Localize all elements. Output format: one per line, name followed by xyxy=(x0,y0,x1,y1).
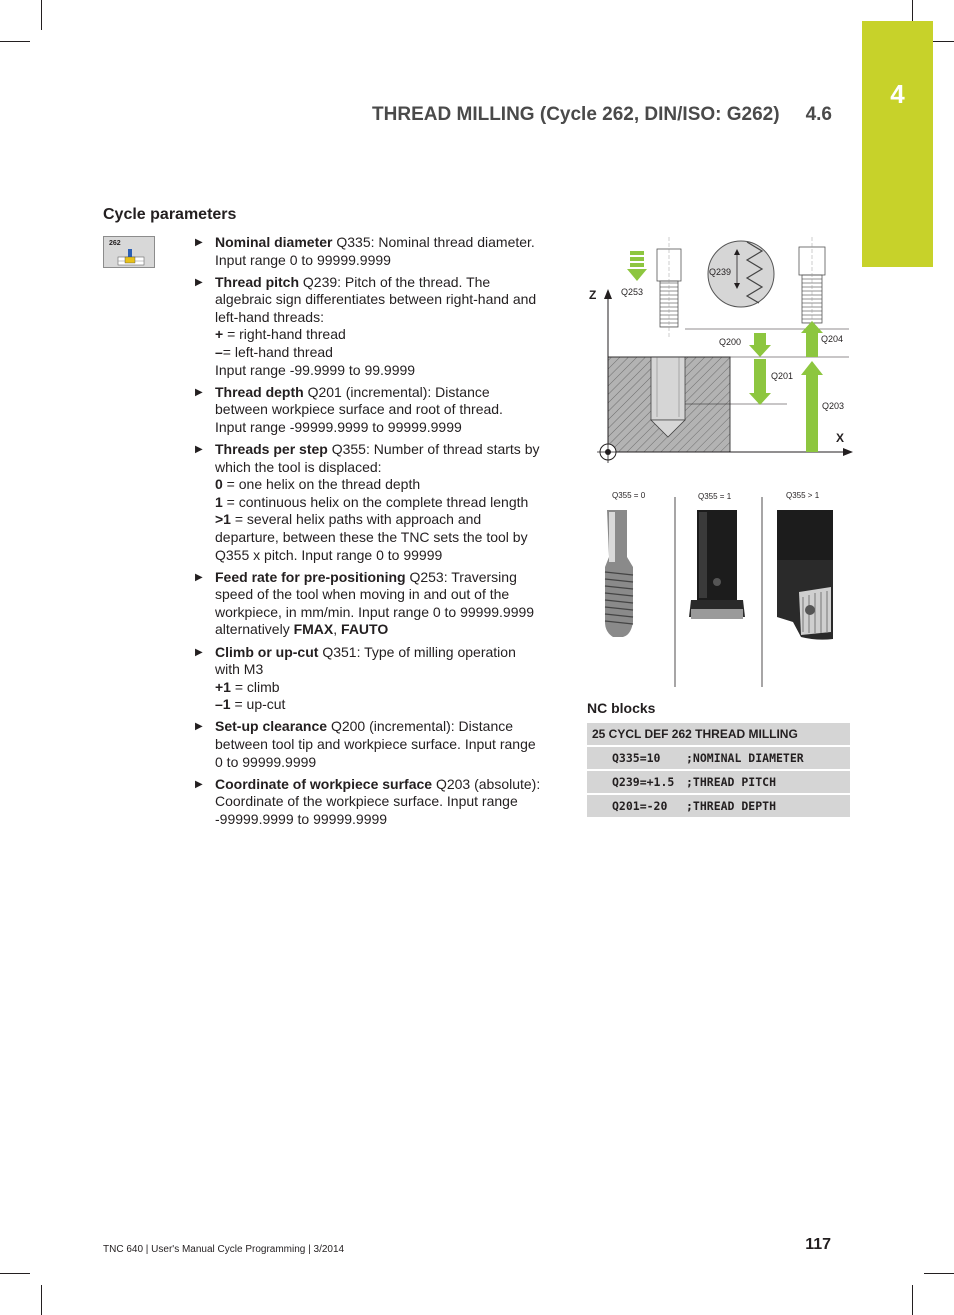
cycle-262-icon xyxy=(103,236,155,268)
option-key: –1 xyxy=(215,696,231,713)
feed-arrow-icon xyxy=(627,251,647,281)
thread-tool-icon xyxy=(104,237,156,269)
param-text: Q335: Nominal thread diameter. xyxy=(336,234,535,250)
label-q201: Q201 xyxy=(771,371,794,381)
bullet-arrow-icon: ▶ xyxy=(195,571,203,583)
alt-fmax: FMAX xyxy=(293,621,334,638)
option-text: = several helix paths with approach and xyxy=(230,511,482,528)
param-text: Q253: Traversing xyxy=(409,568,517,585)
param-text: Q351: Type of milling operation xyxy=(322,643,516,660)
nc-blocks-table xyxy=(587,723,850,819)
param-name: Nominal diameter xyxy=(215,234,333,250)
thread-mill-photo xyxy=(777,510,833,640)
option-text: = continuous helix on the complete thread length xyxy=(222,493,529,510)
label-q204: Q204 xyxy=(821,334,844,344)
bullet-arrow-icon: ▶ xyxy=(195,386,203,398)
chapter-tab xyxy=(862,21,933,267)
param-text: algebraic sign differentiates between right-hand and xyxy=(215,291,537,308)
thread-mill-tool xyxy=(799,237,825,332)
photo-caption-q355-gt1: Q355 > 1 xyxy=(786,491,820,500)
parameter-list xyxy=(195,234,557,833)
alt-fauto: FAUTO xyxy=(341,621,389,638)
param-option xyxy=(215,696,557,714)
bullet-arrow-icon: ▶ xyxy=(195,646,203,658)
label-q200: Q200 xyxy=(719,337,742,347)
nc-row-comment: ;THREAD PITCH xyxy=(686,775,777,789)
crop-mark xyxy=(41,1285,42,1315)
param-setup-clearance xyxy=(195,718,557,771)
crop-mark xyxy=(0,41,30,42)
param-text: 0 to 99999.9999 xyxy=(215,753,317,770)
param-text: Input range 0 to 99999.9999 xyxy=(215,251,391,268)
param-text: Q239: Pitch of the thread. The xyxy=(302,273,491,290)
photo-caption-q355-0: Q355 = 0 xyxy=(612,491,646,500)
option-text: = up-cut xyxy=(230,696,286,713)
option-key: 1 xyxy=(215,493,223,510)
header-section-number: 4.6 xyxy=(805,104,832,125)
nc-row-cycl-def: 25 CYCL DEF 262 THREAD MILLING xyxy=(587,723,850,745)
option-text: = climb xyxy=(230,678,280,695)
header-title: THREAD MILLING (Cycle 262, DIN/ISO: G262) xyxy=(372,104,780,125)
q203-arrow-icon xyxy=(801,361,823,452)
option-key: 0 xyxy=(215,476,223,493)
thread-milling-diagram xyxy=(587,237,855,692)
param-name: Coordinate of workpiece surface xyxy=(215,775,433,792)
option-key: + xyxy=(215,326,224,343)
param-name: Climb or up-cut xyxy=(215,643,319,660)
nc-row-code: Q201=-20 xyxy=(612,799,668,813)
param-option xyxy=(215,344,557,362)
param-text: -99999.9999 to 99999.9999 xyxy=(215,810,388,827)
crop-mark xyxy=(912,1285,913,1315)
option-key: +1 xyxy=(215,678,231,695)
chapter-number: 4 xyxy=(890,79,905,109)
page-header xyxy=(372,104,832,126)
footer-text: TNC 640 | User's Manual Cycle Programming | 3/2014 xyxy=(103,1244,345,1255)
option-text: = left-hand thread xyxy=(222,344,333,361)
nc-row-comment: ;THREAD DEPTH xyxy=(686,799,777,813)
param-text: Q201 (incremental): Distance xyxy=(307,383,490,400)
param-text: Input range -99999.9999 to 99999.9999 xyxy=(215,418,462,435)
page-number: 117 xyxy=(805,1236,831,1253)
alt-prefix: alternatively xyxy=(215,621,294,638)
param-text: Q200 (incremental): Distance xyxy=(330,718,514,735)
alt-separator: , xyxy=(333,621,342,638)
nc-blocks-title: NC blocks xyxy=(587,700,656,716)
option-key: >1 xyxy=(215,511,231,528)
param-text: departure, between these the TNC sets the tool by xyxy=(215,529,528,545)
option-text: = one helix on the thread depth xyxy=(222,476,421,493)
workpiece xyxy=(608,357,730,452)
param-nominal-diameter xyxy=(195,234,557,269)
label-q253: Q253 xyxy=(621,287,644,297)
param-alternatives xyxy=(215,621,557,639)
nc-row-code: Q335=10 xyxy=(612,751,661,765)
bullet-arrow-icon: ▶ xyxy=(195,778,203,790)
param-name: Thread depth xyxy=(215,383,304,400)
crop-mark xyxy=(41,0,42,30)
section-title: Cycle parameters xyxy=(103,206,237,223)
q200-arrow-icon xyxy=(749,333,771,357)
param-thread-depth xyxy=(195,384,557,437)
param-text: between workpiece surface and root of thread. xyxy=(215,401,503,418)
param-option xyxy=(215,494,557,512)
nc-row xyxy=(587,747,850,769)
nc-row-comment: ;NOMINAL DIAMETER xyxy=(686,751,804,765)
param-option xyxy=(215,476,557,494)
param-feed-rate-prepositioning xyxy=(195,569,557,639)
nc-row xyxy=(587,771,850,793)
param-text: between tool tip and workpiece surface. Input range xyxy=(215,736,536,753)
thread-mill-photo xyxy=(689,510,745,619)
param-text: Q355 x pitch. Input range 0 to 99999 xyxy=(215,546,443,563)
bullet-arrow-icon: ▶ xyxy=(195,276,203,288)
param-text: with M3 xyxy=(215,661,264,678)
param-text: speed of the tool when moving in and out of the xyxy=(215,586,510,603)
axis-x-label: X xyxy=(836,431,845,445)
param-text: Input range -99.9999 to 99.9999 xyxy=(215,361,416,378)
bullet-arrow-icon: ▶ xyxy=(195,721,203,733)
nc-row xyxy=(587,795,850,817)
param-text: Coordinate of the workpiece surface. Input range xyxy=(215,793,518,810)
param-text: Q355: Number of thread starts by xyxy=(331,441,540,458)
bullet-arrow-icon: ▶ xyxy=(195,444,203,456)
param-text: left-hand threads: xyxy=(215,308,324,325)
param-name: Thread pitch xyxy=(215,273,300,290)
param-name: Set-up clearance xyxy=(215,718,328,735)
param-text: which the tool is displaced: xyxy=(215,458,382,475)
label-q203: Q203 xyxy=(822,401,845,411)
param-name: Threads per step xyxy=(215,441,328,458)
q204-arrow-icon xyxy=(801,321,823,357)
q201-arrow-icon xyxy=(749,359,771,405)
param-text: Q203 (absolute): xyxy=(435,775,541,792)
param-thread-pitch xyxy=(195,274,557,380)
nc-row-code: Q239=+1.5 xyxy=(612,775,675,789)
cycle-icon-label: 262 xyxy=(109,240,121,247)
option-key: – xyxy=(215,344,223,361)
param-option xyxy=(215,511,557,529)
crop-mark xyxy=(0,1273,30,1274)
bullet-arrow-icon: ▶ xyxy=(195,237,203,248)
axis-z-label: Z xyxy=(589,288,597,302)
param-name: Feed rate for pre-positioning xyxy=(215,568,406,585)
param-option xyxy=(215,679,557,697)
param-option xyxy=(215,326,557,344)
crop-mark xyxy=(924,1273,954,1274)
param-climb-or-upcut xyxy=(195,644,557,714)
thread-mill-photo xyxy=(605,510,633,637)
photo-caption-q355-1: Q355 = 1 xyxy=(698,492,732,501)
param-workpiece-surface-coordinate xyxy=(195,776,557,829)
thread-mill-tool xyxy=(657,237,681,337)
label-q239: Q239 xyxy=(709,267,732,277)
param-threads-per-step xyxy=(195,441,557,564)
option-text: = right-hand thread xyxy=(223,326,346,343)
param-text: workpiece, in mm/min. Input range 0 to 99999.9999 xyxy=(215,603,535,620)
